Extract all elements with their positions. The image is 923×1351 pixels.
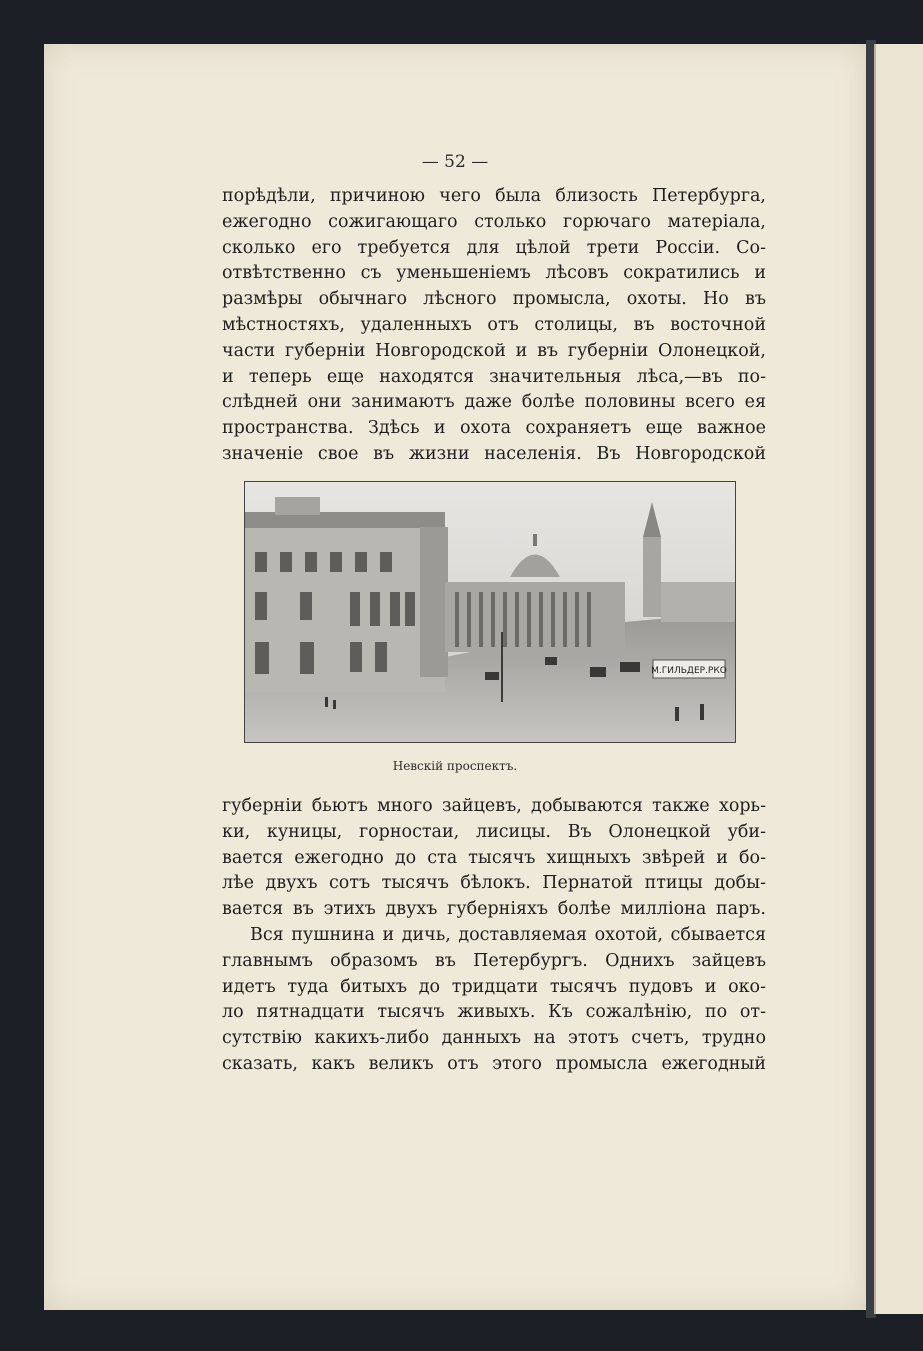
text-block-bottom xyxy=(222,794,766,1078)
text-line: ки, куницы, горностаи, лисицы. Въ Олонецкой уби- xyxy=(222,821,766,842)
text-line: ежегодно сожигающаго столько горючаго матеріала, xyxy=(222,211,766,232)
text-line: отвѣтственно съ уменьшеніемъ лѣсовъ сократились и xyxy=(222,263,766,284)
text-line: размѣры обычнаго лѣсного промысла, охоты. Но въ xyxy=(222,289,766,310)
text-line: ло пятнадцати тысячъ живыхъ. Къ сожалѣнію, по от- xyxy=(222,1002,766,1023)
adjacent-page-edge xyxy=(874,44,923,1314)
text-line: вается ежегодно до ста тысячъ хищныхъ звѣрей и бо- xyxy=(222,847,766,868)
figure-caption: Невскій проспектъ. xyxy=(392,759,518,773)
text-block-top xyxy=(222,184,766,468)
text-line: Вся пушнина и дичь, доставляемая охотой, сбывается xyxy=(250,924,766,945)
text-line: сутствію какихъ-либо данныхъ на этотъ счетъ, трудно xyxy=(222,1028,766,1049)
text-line: идетъ туда битыхъ до тридцати тысячъ пудовъ и око- xyxy=(222,976,766,997)
text-line: части губерніи Новгородской и въ губерніи Олонецкой, xyxy=(222,340,766,361)
text-line: значеніе свое въ жизни населенія. Въ Новгородской xyxy=(222,443,766,464)
text-line: сколько его требуется для цѣлой трети Россіи. Со- xyxy=(222,237,766,258)
text-line: главнымъ образомъ въ Петербургъ. Однихъ зайцевъ xyxy=(222,950,766,971)
text-line: порѣдѣли, причиною чего была близость Петербурга, xyxy=(222,186,766,206)
text-line: лѣе двухъ сотъ тысячъ бѣлокъ. Пернатой птицы добы- xyxy=(222,873,766,894)
text-line: и теперь еще находятся значительныя лѣса,—въ по- xyxy=(222,366,766,387)
book-page xyxy=(44,44,866,1310)
text-line: слѣдней они занимаютъ даже болѣе половины всего ея xyxy=(222,392,766,413)
text-line: вается въ этихъ двухъ губерніяхъ болѣе милліона паръ. xyxy=(222,899,766,920)
street-illustration xyxy=(245,482,735,742)
text-line: пространства. Здѣсь и охота сохраняетъ еще важное xyxy=(222,418,766,439)
nevsky-prospect-photo xyxy=(244,481,736,743)
text-line: мѣстностяхъ, удаленныхъ отъ столицы, въ восточной xyxy=(222,314,766,335)
shop-sign-text: М.ГИЛЬДЕР.РКО xyxy=(651,666,727,676)
text-line: губерніи бьютъ много зайцевъ, добываются также хорь- xyxy=(222,796,766,816)
page-number: — 52 — xyxy=(421,152,489,172)
text-line: сказать, какъ великъ отъ этого промысла ежегодный xyxy=(222,1053,766,1074)
